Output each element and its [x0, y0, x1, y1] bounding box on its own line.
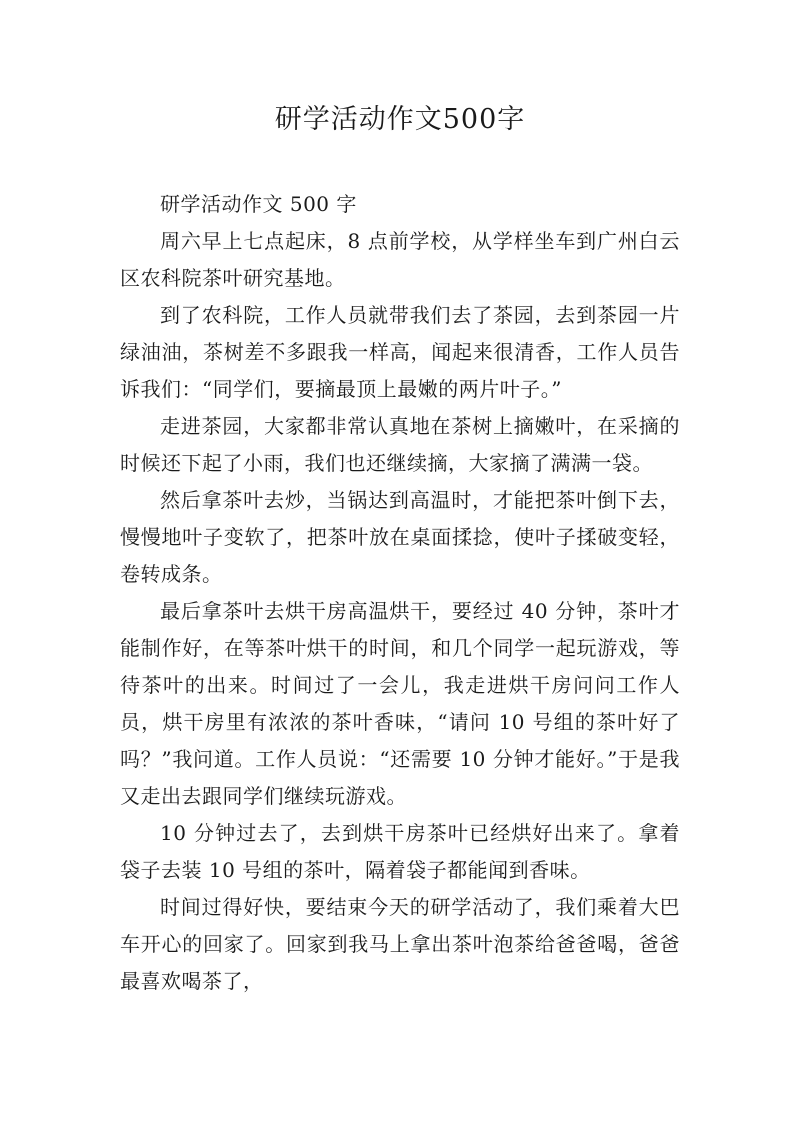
- document-title: 研学活动作文500字: [274, 104, 526, 135]
- paragraph: 研学活动作文 500 字: [160, 192, 357, 216]
- paragraph: 10 分钟过去了，去到烘干房茶叶已经烘好出来了。拿着袋子去装 10 号组的茶叶，隔着袋子都能闻到香味。: [120, 821, 680, 882]
- document-body: [120, 186, 680, 1000]
- paragraph: 到了农科院，工作人员就带我们去了茶园，去到茶园一片绿油油，茶树差不多跟我一样高，闻起来很清香，工作人员告诉我们：“同学们，要摘最顶上最嫩的两片叶子。”: [120, 303, 680, 401]
- paragraph: 周六早上七点起床，8 点前学校，从学样坐车到广州白云区农科院茶叶研究基地。: [120, 229, 680, 290]
- paragraph: 时间过得好快，要结束今天的研学活动了，我们乘着大巴车开心的回家了。回家到我马上拿出茶叶泡茶给爸爸喝，爸爸最喜欢喝茶了，: [120, 895, 680, 993]
- paragraph: 走进茶园，大家都非常认真地在茶树上摘嫩叶，在采摘的时候还下起了小雨，我们也还继续摘，大家摘了满满一袋。: [120, 414, 680, 475]
- paragraph: 最后拿茶叶去烘干房高温烘干，要经过 40 分钟，茶叶才能制作好，在等茶叶烘干的时间，和几个同学一起玩游戏，等待茶叶的出来。时间过了一会儿，我走进烘干房问问工作人员，烘干房里有浓浓的茶叶香味，“请问 10 号组的茶叶好了吗？”我问道。工作人员说：“还需要 10 分钟才能好。”于是我又走出去跟同学们继续玩游戏。: [120, 599, 680, 808]
- paragraph: 然后拿茶叶去炒，当锅达到高温时，才能把茶叶倒下去，慢慢地叶子变软了，把茶叶放在桌面揉捻，使叶子揉破变轻，卷转成条。: [120, 488, 680, 586]
